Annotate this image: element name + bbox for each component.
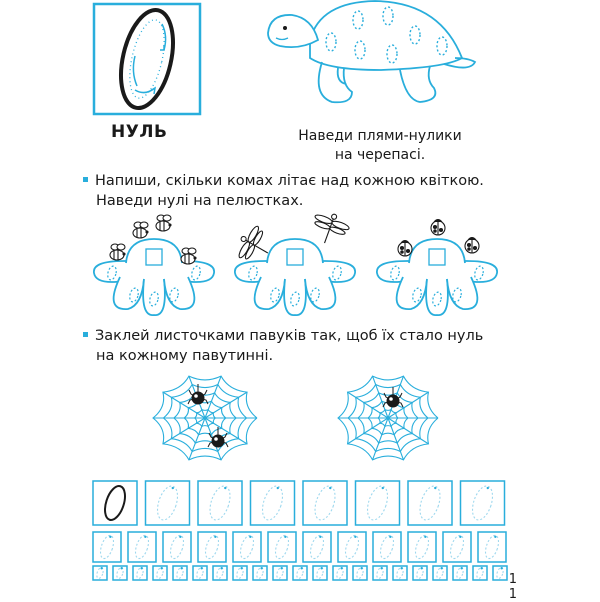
trace-zero-cell [353, 566, 367, 580]
page-title: НУЛЬ [111, 122, 168, 142]
trace-zero-cell [93, 566, 107, 580]
bee-icon [181, 248, 196, 264]
trace-zero-cell [313, 566, 327, 580]
trace-zero-cell [93, 532, 121, 562]
bullet-marker [83, 332, 88, 337]
trace-zero-cell [473, 566, 487, 580]
trace-zero-cell [453, 566, 467, 580]
trace-zero-cell [128, 532, 156, 562]
dragonfly-icon [308, 208, 352, 249]
trace-zero-cell [251, 481, 295, 525]
zero-sample-box [94, 4, 200, 114]
ladybug-icon [431, 220, 445, 236]
trace-zero-cell [408, 532, 436, 562]
trace-zero-cell [253, 566, 267, 580]
spiders-instruction-line-1 [83, 326, 483, 346]
trace-zero-cell [413, 566, 427, 580]
trace-zero-cell [393, 566, 407, 580]
trace-zero-cell [433, 566, 447, 580]
spider-icon [383, 387, 403, 407]
turtle-instruction-line-2: на черепасі. [334, 147, 426, 163]
sample-zero-cell [93, 481, 137, 525]
trace-zero-cell [478, 532, 506, 562]
trace-zero-cell [443, 532, 471, 562]
page-number-line-2: 1 [508, 587, 517, 602]
trace-zero-cell [268, 532, 296, 562]
trace-zero-cell [193, 566, 207, 580]
ladybug-icon [398, 241, 412, 257]
trace-zero-cell [373, 566, 387, 580]
flowers-instruction-line-2: Наведи нулі на пелюстках. [96, 193, 304, 209]
trace-zero-cell [408, 481, 452, 525]
bee-icon [133, 222, 148, 238]
spider-web [338, 376, 438, 460]
bullet-marker [83, 177, 88, 182]
turtle-instruction-line-1: Наведи плями-нулики [298, 128, 462, 144]
trace-zero-cell [293, 566, 307, 580]
trace-zero-cell [146, 481, 190, 525]
ladybug-icon [465, 238, 479, 254]
trace-zero-cell [153, 566, 167, 580]
flowers-instruction-text-1: Напиши, скільки комах літає над кожною квіткою. [95, 173, 484, 189]
flower [377, 239, 497, 315]
trace-zero-cell [338, 532, 366, 562]
trace-zero-cell [333, 566, 347, 580]
trace-zero-cell [273, 566, 287, 580]
spider-web [153, 376, 257, 460]
bee-icon [110, 244, 125, 260]
trace-zero-cell [373, 532, 401, 562]
turtle-illustration [268, 1, 475, 102]
trace-zero-cell [356, 481, 400, 525]
trace-zero-cell [213, 566, 227, 580]
trace-zero-cell [233, 532, 261, 562]
spiders-instruction-text-1: Заклей листочками павуків так, щоб їх стало нуль [95, 328, 484, 344]
trace-zero-cell [303, 532, 331, 562]
flowers-instruction-line-1 [83, 171, 484, 191]
bee-icon [156, 215, 171, 231]
trace-zero-cell [173, 566, 187, 580]
trace-zero-cell [133, 566, 147, 580]
trace-zero-cell [163, 532, 191, 562]
page-number-line-1: 1 [508, 572, 517, 587]
trace-zero-cell [303, 481, 347, 525]
trace-zero-cell [198, 532, 226, 562]
spiders-instruction-line-2: на кожному павутинні. [96, 348, 274, 364]
trace-zero-cell [113, 566, 127, 580]
trace-zero-cell [461, 481, 505, 525]
trace-zero-cell [198, 481, 242, 525]
trace-zero-cell [493, 566, 507, 580]
trace-zero-cell [233, 566, 247, 580]
